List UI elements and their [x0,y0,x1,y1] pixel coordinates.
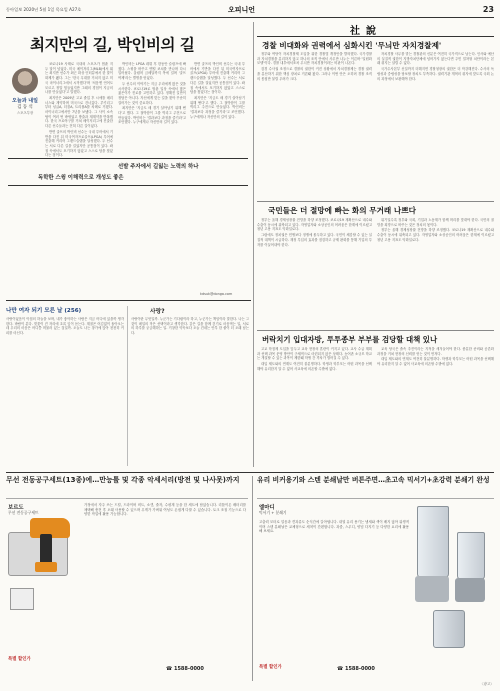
blender-jar-large [417,506,449,578]
author-name: 김 동 석 [17,105,33,110]
small-col-left-title: 나만 여자 되기 모른 날 (256) [6,308,82,314]
ad-left-price: 특별 할인가 [8,657,31,662]
blender-image [415,502,493,652]
ad-right-price: 특별 할인가 [259,665,282,670]
column-title: 최지만의 길, 박인비의 길 [30,35,195,54]
ad-right[interactable] [257,476,494,681]
editorial-2-body-a: 정부는 올해 경제성장률 전망을 하향 조정했다. 코로나19 재확산으로 내수와 수출이 동시에 위축되고 있다. 자영업자와 소상공인의 어려움은 한계에 이르렀고 청년 고용 지표도 악화일로다. 그럼에도 정치권은 민생보다 정쟁에 몰두하고 있다. 국민이 체감할 수 있는 실질적 대책이 시급하다. 재정 투입의 효과를 점검하고 규제 완화를 통해 기업의 투자를 이끌어내야 한다. [257,218,372,247]
editorial-1-title: 경찰 비대화와 권력에서 심화시킨 '무늬만 자치경찰제' [262,41,442,50]
column-bottom-rule [6,300,251,301]
editorial-3-title: 버락치기 입대자방, 투투종부 부부를 검당할 대책 있나 [262,335,438,344]
author-avatar [12,68,38,94]
editorial-label: 社說 [350,26,382,37]
ad-right-headline: 유리 비커용기와 스텐 분쇄날만 버튼주면…초고속 믹서기+초강력 분쇄기 완성 [257,476,490,484]
column-email: kdsuk@donga.com [200,292,233,296]
column-body-2: 박인비는 LPGA 데뷔 후 한동안 슬럼프에 빠졌다. 스윙을 바꾸고 멘털 코치를 만나며 다시 일어섰다. 올림픽 금메달까지 목에 걸며 '골프 여제'라는 별명을 얻었다. 두 선수의 이야기는 지금 우리에게 많은 것을 시사한다. 코로나19로 멈춘 일상 속에서 많은 젊은이가 진로를 고민하고 있다. 정해진 길만이 정답은 아니다. 자신에게 맞는 길을 찾아 꾸준히 걸어가는 것이 중요하다. 최지만은 '지금도 매 경기 살아남기 위해 뛴다'고 했다. 그 절박함이 그를 빅리그 주전으로 만들었다. 박인비는 '결과보다 과정을 즐기라'고 조언했다. 누구에게나 자신만의 길이 있다. [118,62,186,125]
blender-jar-small [457,532,485,580]
ad-right-product: 믹서기 + 분쇄기 [259,510,287,515]
ads-top-rule [6,472,494,473]
editorial-1-body-a: 정부와 여당이 자치경찰제 도입을 위한 경찰법 개정안을 발의했다. 국가경찰과 자치경찰을 분리하지 않고 하나의 조직 안에서 사무만 나누는 이른바 '일원화 모델'이다. 경찰 내부에서조차 무늬만 자치경찰이라는 비판이 나온다. 검경 수사권 조정으로 경찰의 권한이 커진 상황에서 자치경찰제는 경찰 권력을 분산하기 위한 핵심 장치로 거론돼 왔다. 그러나 이번 안은 오히려 경찰 조직의 몸집만 불릴 우려가 크다. [257,52,372,81]
ads-divider [252,476,253,681]
header-rule [6,17,494,18]
pullquote-line-1: 선발 주자에서 길잃는 노력의 하나 [118,164,199,170]
editorial-top-rule [257,36,494,37]
ad-left-body: 가정에서 자주 쓰는 드릴, 드라이버 비트, 소켓, 줄자, 수평계 등을 한 세트에 담았습니다. 리튬이온 배터리를 채택해 충전 후 오래 사용할 수 있으며 무게가 가벼워 여성도 손쉽게 다룰 수 있습니다. 토크 조절 기능으로 다양한 작업에 활용 가능합니다. [84,503,246,517]
ad-right-brand: 엘마디 [259,505,275,511]
editorial-1-body-b: 자치경찰 사무를 맡는 경찰관의 신분은 여전히 국가직으로 남는다. 인사와 예산의 실질적 권한이 지방자치단체에 넘어가지 않는다면 주민 밀착형 치안이라는 본래 취지는 살릴 수 없다. 국가수사본부 신설까지 더해지면 경찰청장의 권한은 더 막강해진다. 수사의 독립성과 중립성을 담보할 장치도 부족하다. 권력기관 개혁의 취지에 맞도록 국회 논의 과정에서 보완해야 한다. [377,52,494,81]
column-body-1: 코로나19 사태로 국내외 스포츠가 멈춘 지 두 달이 넘었다. 미국 메이저리그(MLB)에서 뛰는 최지만 선수가 최근 화상 인터뷰에서 한 말이 화제가 됐다. 그는 '한국 무대를 거치지 않고 미국 마이너리그에서 시작했다'며 '처음엔 언어도 모르고 정말 힘들었지만 그때의 경험이 지금의 나를 만들었다'고 말했다. 최지만은 2009년 고교 졸업 후 시애틀 매리너스와 계약하며 미국으로 건너갔다. 루키리그부터 싱글A, 더블A, 트리플A를 차례로 거쳤다. 마이너리그에서만 7년을 보냈다. 그 사이 소속팀이 여러 번 바뀌었고 방출과 재계약을 반복했다. 한국 프로야구를 거쳐 메이저리그에 진출한 다른 선수들과는 전혀 다른 길이었다. 반면 골프의 박인비 선수는 국내 투어에서 기반을 다진 뒤 미국여자프로골프(LPGA) 투어에 진출해 커리어 그랜드슬램을 달성했다. 두 선수는 서로 다른 길을 걸었지만 공통점이 있다. 좌절 속에서도 포기하지 않았고 스스로 답을 찾았다는 점이다. [45,62,113,158]
ad-footer-mark: 〈광고〉 [479,682,494,686]
header-date: 동아일보 2020년 5월 1일 목요일 A27호 [6,7,82,12]
author-role: 스포츠부장 [16,111,34,115]
blender-base-large [415,576,449,602]
ad-right-body: 고출력 모터로 얼음과 견과류도 순식간에 갈아냅니다. 내열 유리 용기는 냄새와 색이 배지 않아 위생적이며 스텐 분쇄날은 교체형으로 세척이 간편합니다. 과즙, 스무디, 양념 다지기 등 다양한 요리에 활용해 보세요. [259,520,409,534]
drill-case-image [8,518,78,578]
page-center-divider [253,22,254,467]
author-column-name: 오늘과 내일 [12,98,38,104]
column-body-3: 반면 골프의 박인비 선수는 국내 투어에서 기반을 다진 뒤 미국여자프로골프(LPGA) 투어에 진출해 커리어 그랜드슬램을 달성했다. 두 선수는 서로 다른 길을 걸었지만 공통점이 있다. 좌절 속에서도 포기하지 않았고 스스로 답을 찾았다는 점이다. 최지만은 '지금도 매 경기 살아남기 위해 뛴다'고 했다. 그 절박함이 그를 빅리그 주전으로 만들었다. 박인비는 '결과보다 과정을 즐기라'고 조언했다. 누구에게나 자신만의 길이 있다. [190,62,245,119]
accessory-icon [10,588,34,610]
blender-base-small [455,578,485,602]
ad-left-rule [6,498,248,499]
page-header [6,5,494,17]
grinder-jar [433,610,465,648]
ad-left-brand: 보르도 [8,505,24,511]
editorial-3-body-a: 고교 학점제 도입을 앞두고 교육 현장의 혼란이 커지고 있다. 교사 수급 계획과 선택 과목 운영 방안이 구체적으로 마련되지 않은 상태다. 농어촌 소규모 학교는 개설할 수 있는 과목이 제한돼 학생 간 격차가 벌어질 수 있다. 대입 제도와의 연계도 여전히 불분명하다. 학생과 학부모는 어떤 과목을 선택해야 유리한지 알 수 없어 사교육에 의존할 수밖에 없다. [257,347,372,371]
editorial-3-body-b: 교육 당국은 졸속 추진이라는 지적을 새겨들어야 한다. 충분한 준비와 공론화 과정을 거쳐 현장의 신뢰를 얻는 것이 먼저다. 대입 제도와의 연계도 여전히 불분명하다. 학생과 학부모는 어떤 과목을 선택해야 유리한지 알 수 없어 사교육에 의존할 수밖에 없다. [377,347,494,367]
ad-left-product: 무선 전동공구세트 [8,510,39,515]
small-col-right-title: 사랑? [150,309,165,315]
header-section: 오피니언 [228,5,256,14]
ad-left[interactable] [6,476,248,681]
ad-left-phone[interactable]: ☎ 1588-0000 [166,666,204,672]
ad-left-headline: 무선 전동공구세트(13종)에…만능툴 및 각종 악세서리(방전 및 나사못)까지 [6,476,240,484]
drill-handle [40,534,52,564]
drill-battery [35,562,57,572]
editorial-rule-2 [257,330,494,331]
pullquote [8,158,248,186]
editorial-2-title: 국민들은 더 절망에 빠는 화의 무거래 나쁘다 [268,206,416,215]
small-col-left-body: 사랑이었음이 아침의 하늘을 보며, 내가 좋아하는 사람은 지금 어디에 있을까 생각한다. 바람이 분다. 벚꽃이 진 자리에 초록 잎이 돋는다. 계절은 어김없이 돌아오는데 우리의 마음은 어디쯤 머물러 있는 것일까. 오늘도 나는 창가에 앉아 천천히 커피를 마신다. [6,317,124,336]
header-page-number: 23 [482,5,494,14]
editorial-2-body-b: 위기일수록 정부와 국회, 기업과 노동계가 함께 머리를 맞대야 한다. 국민의 절망을 희망으로 바꾸는 것은 정치의 몫이다. 정부는 올해 경제성장률 전망을 하향 조정했다. 코로나19 재확산으로 내수와 수출이 동시에 위축되고 있다. 자영업자와 소상공인의 어려움은 한계에 이르렀고 청년 고용 지표도 악화일로다. [377,218,494,242]
pullquote-line-2: 독학한 스윙 이해력으로 개성도 좋은 [38,175,124,181]
author-block [8,68,42,124]
ad-right-rule [257,498,494,499]
editorial-rule-1 [257,201,494,202]
ad-right-phone[interactable]: ☎ 1588-0000 [337,666,375,672]
small-col-divider [127,306,128,466]
small-col-right-body: 사랑이란 무엇일까. 누군가는 기다림이라 하고, 누군가는 책임이라 말한다. 나는 그것이 매일의 작은 선택이라고 생각한다. 같은 길을 함께 걷기로 마음먹는 일, 서로의 하루를 궁금해하는 일. 거창한 약속보다 오늘 건네는 안부 한 줄이 더 오래 남는다. [131,317,249,336]
